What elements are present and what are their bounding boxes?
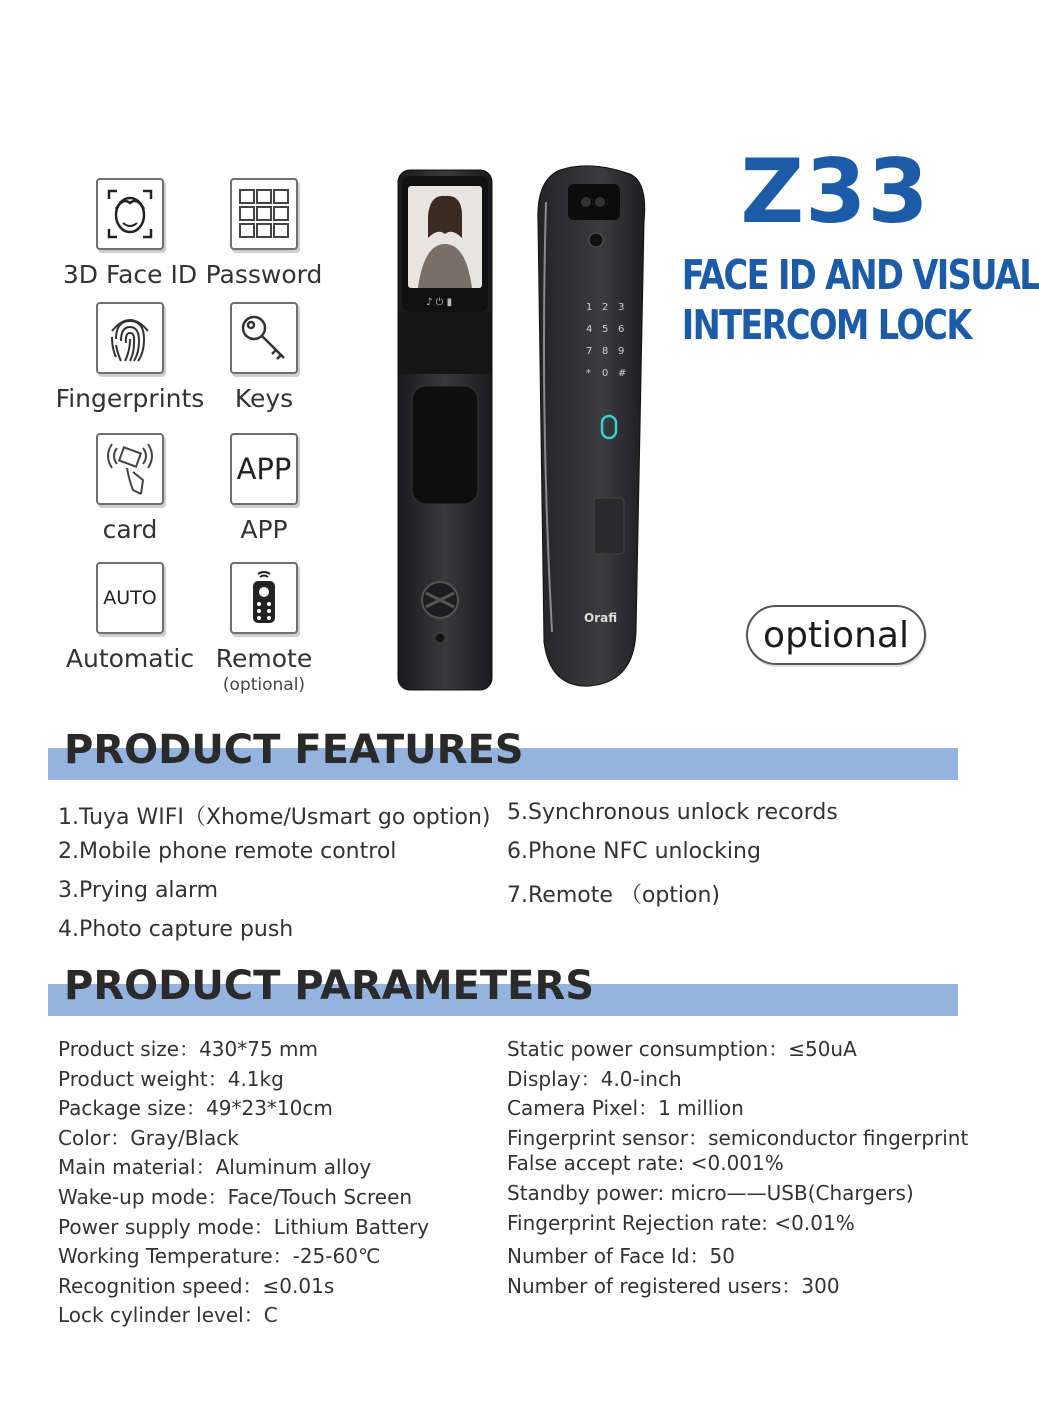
parameter-item: False accept rate: <0.001% [507, 1151, 784, 1175]
method-automatic [55, 562, 205, 673]
parameter-item: Product weight：4.1kg [58, 1067, 284, 1091]
svg-text:4: 4 [586, 324, 593, 335]
feature-item: 6.Phone NFC unlocking [507, 839, 761, 864]
lock-front-image [390, 168, 500, 693]
face-id-icon [96, 178, 164, 250]
method-label: Fingerprints [55, 384, 205, 413]
parameter-item: Number of registered users：300 [507, 1274, 840, 1298]
feature-item: 7.Remote （option) [507, 883, 721, 908]
svg-text:*: * [586, 368, 591, 379]
product-tagline: FACE ID AND VISUAL INTERCOM LOCK [681, 251, 1039, 349]
keypad-icon [230, 178, 298, 250]
svg-text:1: 1 [586, 302, 593, 313]
parameter-item: Display：4.0-inch [507, 1067, 682, 1091]
parameter-item: Power supply mode：Lithium Battery [58, 1215, 430, 1239]
svg-text:3: 3 [618, 302, 625, 313]
svg-text:8: 8 [602, 346, 609, 357]
parameter-item: Camera Pixel：1 million [507, 1096, 744, 1120]
method-label: Automatic [65, 644, 195, 673]
method-app [189, 433, 339, 544]
method-sublabel: (optional) [222, 675, 306, 695]
parameter-item: Number of Face Id：50 [507, 1244, 735, 1268]
method-label: 3D Face ID [62, 260, 198, 289]
app-icon: APP [230, 433, 298, 505]
lock-side-image [530, 162, 650, 692]
method-face-id [55, 178, 205, 289]
method-label: Password [205, 260, 323, 289]
parameter-item: Lock cylinder level：C [58, 1303, 278, 1327]
parameter-item: Static power consumption：≤50uA [507, 1037, 857, 1061]
parameter-item: Recognition speed：≤0.01s [58, 1274, 335, 1298]
svg-text:6: 6 [618, 324, 625, 335]
svg-text:Orafi: Orafi [584, 611, 618, 625]
svg-text:5: 5 [602, 324, 609, 335]
feature-item: 2.Mobile phone remote control [58, 839, 397, 864]
feature-item: 1.Tuya WIFI（Xhome/Usmart go option) [58, 805, 491, 830]
method-card [55, 433, 205, 544]
method-remote [189, 562, 339, 695]
parameter-item: Package size：49*23*10cm [58, 1096, 333, 1120]
nfc-card-icon [96, 433, 164, 505]
model-name: Z33 [740, 140, 930, 243]
parameter-item: Main material：Aluminum alloy [58, 1155, 372, 1179]
method-keys [189, 302, 339, 413]
auto-icon: AUTO [96, 562, 164, 634]
optional-badge: optional [746, 605, 926, 665]
feature-item: 5.Synchronous unlock records [507, 800, 838, 825]
method-label: Remote [215, 644, 313, 673]
parameter-item: Working Temperature：-25-60℃ [58, 1244, 381, 1268]
remote-icon [230, 562, 298, 634]
svg-text:2: 2 [602, 302, 609, 313]
parameter-item: Color：Gray/Black [58, 1126, 239, 1150]
key-icon [230, 302, 298, 374]
svg-text:7: 7 [586, 346, 593, 357]
svg-text:9: 9 [618, 346, 625, 357]
parameter-item: Standby power: micro——USB(Chargers) [507, 1181, 914, 1205]
parameters-heading: PRODUCT PARAMETERS [64, 963, 595, 1009]
parameter-item: Product size：430*75 mm [58, 1037, 319, 1061]
parameter-item: Fingerprint sensor：semiconductor fingerprint [507, 1126, 969, 1150]
parameter-item: Fingerprint Rejection rate: <0.01% [507, 1211, 855, 1235]
fingerprint-icon [96, 302, 164, 374]
svg-text:0: 0 [602, 368, 609, 379]
feature-item: 3.Prying alarm [58, 878, 219, 903]
svg-text:♪ ⏻ ▮: ♪ ⏻ ▮ [426, 297, 453, 308]
method-label: APP [240, 515, 288, 544]
svg-text:#: # [618, 368, 627, 379]
method-label: card [102, 515, 158, 544]
method-label: Keys [234, 384, 294, 413]
method-fingerprint [55, 302, 205, 413]
method-password [189, 178, 339, 289]
parameter-item: Wake-up mode：Face/Touch Screen [58, 1185, 413, 1209]
feature-item: 4.Photo capture push [58, 917, 294, 942]
features-heading: PRODUCT FEATURES [64, 727, 524, 773]
